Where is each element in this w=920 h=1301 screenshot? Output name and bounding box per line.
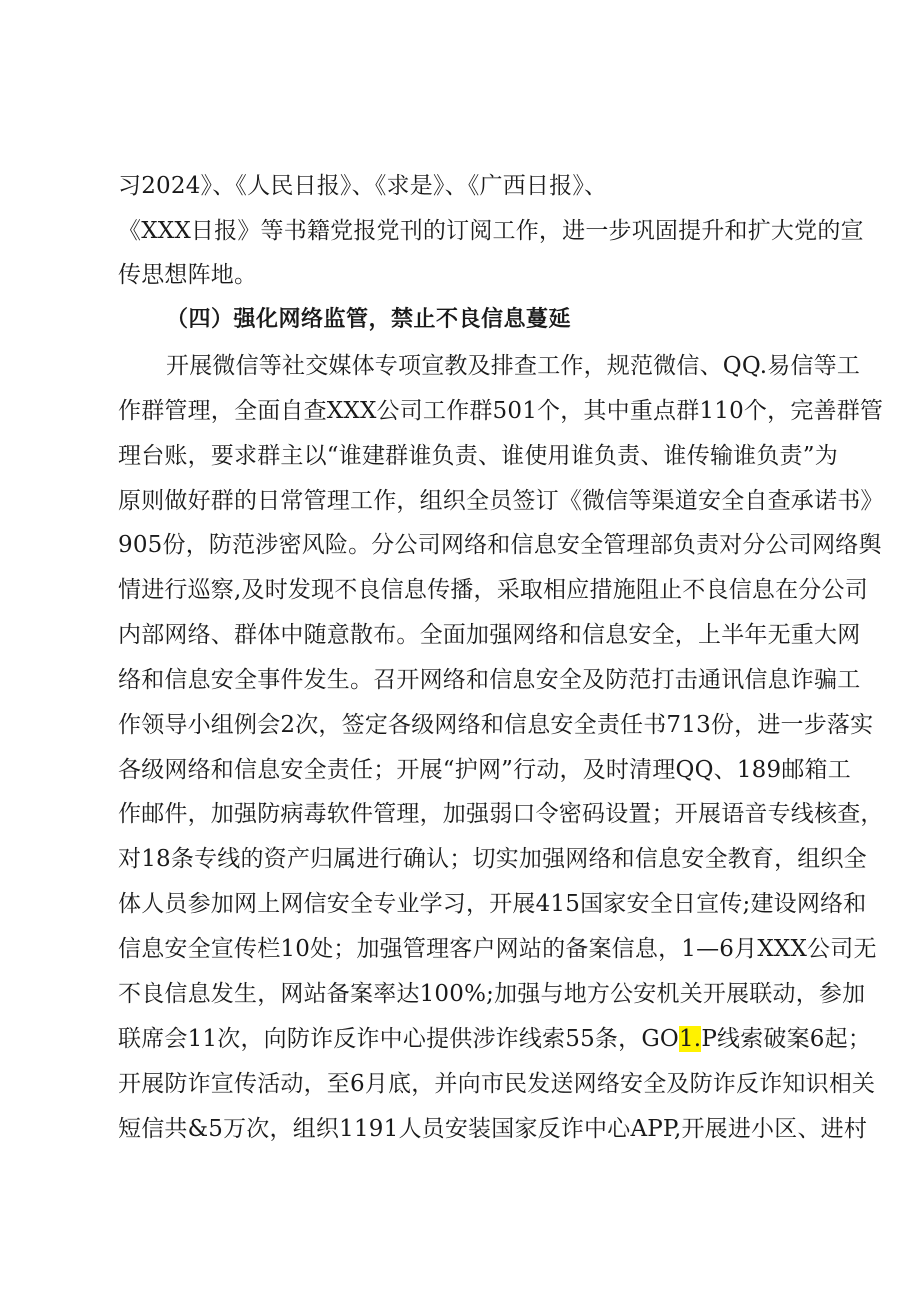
highlighted-text: 1. [678, 1026, 702, 1052]
text-line [118, 1024, 872, 1054]
text-line: 不良信息发生，网站备案率达100%;加强与地方公安机关开展联动，参加 [118, 981, 866, 1007]
text-line: 习2024》、《人民日报》、《求是》、《广西日报》、 [118, 173, 608, 199]
text-line: 905份，防范涉密风险。分公司网络和信息安全管理部负责对分公司网络舆 [118, 532, 882, 558]
text-line: 对18条专线的资产归属进行确认；切实加强网络和信息安全教育，组织全 [118, 846, 867, 872]
text-line: 原则做好群的日常管理工作，组织全员签订《微信等渠道安全自查承诺书》 [118, 488, 884, 514]
text-line: 作群管理，全面自查XXX公司工作群501个，其中重点群110个，完善群管 [118, 398, 884, 424]
text-line: 开展防诈宣传活动，至6月底，并向市民发送网络安全及防诈反诈知识相关 [118, 1071, 876, 1097]
text-segment: P线索破案6起； [701, 1026, 872, 1052]
text-line: 作邮件，加强防病毒软件管理，加强弱口令密码设置；开展语音专线核查， [118, 801, 884, 827]
text-line: 传思想阵地。 [118, 262, 258, 288]
text-line: 作领导小组例会2次，签定各级网络和信息安全责任书713份，进一步落实 [118, 712, 874, 738]
text-line: 各级网络和信息安全责任；开展“护网”行动，及时清理QQ、189邮箱工 [118, 757, 851, 783]
text-line: 开展微信等社交媒体专项宣教及排查工作，规范微信、QQ.易信等工 [166, 353, 861, 379]
section-heading: （四）强化网络监管，禁止不良信息蔓延 [166, 307, 572, 332]
text-line: 《XXX日报》等书籍党报党刊的订阅工作，进一步巩固提升和扩大党的宣 [118, 218, 864, 244]
text-line: 体人员参加网上网信安全专业学习，开展415国家安全日宣传;建设网络和 [118, 891, 867, 917]
text-line: 短信共&5万次，组织1191人员安装国家反诈中心APP,开展进小区、进村 [118, 1116, 868, 1142]
text-segment: 联席会11次，向防诈反诈中心提供涉诈线索55条，GO [118, 1026, 679, 1052]
text-line: 理台账，要求群主以“谁建群谁负责、谁使用谁负责、谁传输谁负责”为 [118, 443, 838, 469]
text-line: 信息安全宣传栏10处；加强管理客户网站的备案信息，1—6月XXX公司无 [118, 936, 877, 962]
text-line: 络和信息安全事件发生。召开网络和信息安全及防范打击通讯信息诈骗工 [118, 667, 861, 693]
text-line: 情进行巡察,及时发现不良信息传播，采取相应措施阻止不良信息在分公司 [118, 577, 868, 603]
text-line: 内部网络、群体中随意散布。全面加强网络和信息安全，上半年无重大网 [118, 622, 861, 648]
